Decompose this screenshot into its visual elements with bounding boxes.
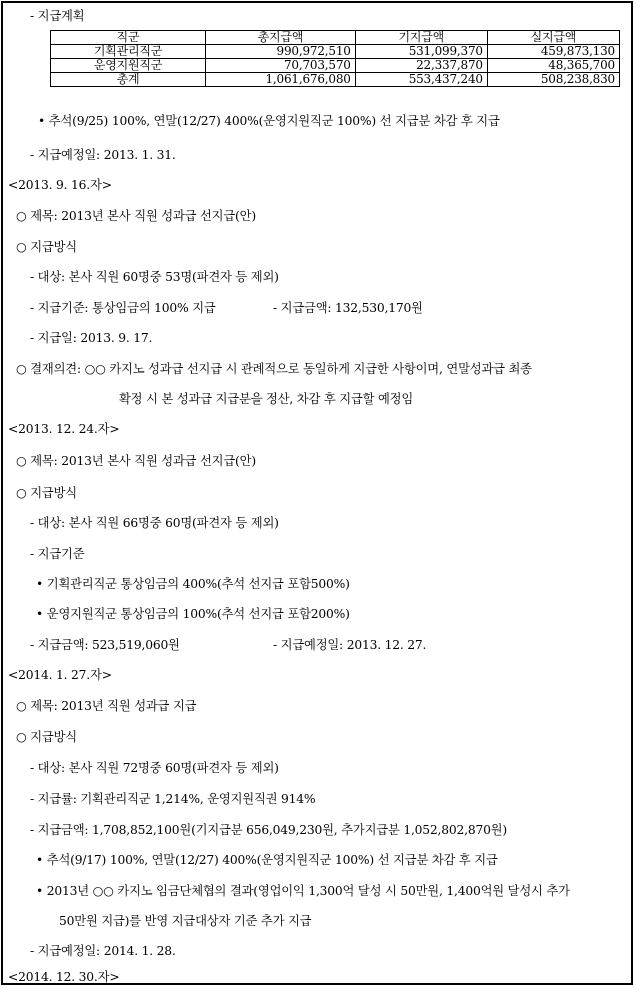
criteria-line: - 지급기준: 통상임금의 100% 지급 [30,301,216,315]
title-line: ○ 제목: 2013년 직원 성과급 지급 [16,699,197,713]
table-header-cell: 직군 [51,31,206,45]
date-heading: <2013. 12. 24.자> [8,422,120,436]
table-cell: 990,972,510 [206,45,356,59]
bullet-line: • 추석(9/25) 100%, 연말(12/27) 400%(운영지원직군 100%) 선 지급분 차감 후 지급 [38,114,500,128]
table-cell: 기획관리직군 [51,45,206,59]
bullet-line: • 2013년 ○○ 카지노 임금단체협의 결과(영업이익 1,300억 달성 시 50만원, 1,400억원 달성시 추가 [36,884,570,898]
criteria-item: • 기획관리직군 통상임금의 400%(추석 선지급 포함500%) [36,577,350,591]
table-cell: 운영지원직군 [51,59,206,73]
amount-line: - 지급금액: 1,708,852,100원(기지급분 656,049,230원, 추가지급분 1,052,802,870원) [30,823,507,837]
target-line: - 대상: 본사 직원 72명중 60명(파견자 등 제외) [30,761,279,775]
table-total-row [51,73,620,87]
payday-line: - 지급일: 2013. 9. 17. [30,331,153,345]
target-line: - 대상: 본사 직원 60명중 53명(파견자 등 제외) [30,270,279,284]
amount-line: - 지급금액: 523,519,060원 [30,638,180,652]
title-line: ○ 제목: 2013년 본사 직원 성과급 선지급(안) [16,454,256,468]
table-row [51,59,620,73]
table-cell: 48,365,700 [487,59,619,73]
payment-plan-table [50,30,620,87]
date-heading: <2013. 9. 16.자> [8,178,112,192]
table-cell: 459,873,130 [487,45,619,59]
table-cell: 553,437,240 [355,73,487,87]
document-page [1,1,633,985]
rate-line: - 지급률: 기획관리직군 1,214%, 운영지원직권 914% [30,792,316,806]
approval-opinion-continued: 확정 시 본 성과급 지급분을 정산, 차감 후 지급할 예정임 [119,392,414,406]
schedule-line: - 지급예정일: 2013. 12. 27. [273,638,427,652]
date-heading: <2014. 12. 30.자> [8,970,120,984]
table-cell: 70,703,570 [206,59,356,73]
schedule-line: - 지급예정일: 2014. 1. 28. [30,944,176,958]
bullet-line: • 추석(9/17) 100%, 연말(12/27) 400%(운영지원직군 100%) 선 지급분 차감 후 지급 [36,853,498,867]
method-heading: ○ 지급방식 [16,486,77,500]
criteria-item: • 운영지원직군 통상임금의 100%(추석 선지급 포함200%) [36,607,350,621]
table-header-cell: 총지급액 [206,31,356,45]
approval-opinion-line: ○ 결재의견: ○○ 카지노 성과급 선지급 시 관례적으로 동일하게 지급한 사항이며, 연말성과급 최종 [16,362,532,376]
method-heading: ○ 지급방식 [16,730,77,744]
bullet-line-continued: 50만원 지급)를 반영 지급대상자 기준 추가 지급 [59,914,312,928]
table-cell: 531,099,370 [355,45,487,59]
title-line: ○ 제목: 2013년 본사 직원 성과급 선지급(안) [16,209,256,223]
table-header-cell: 기지급액 [355,31,487,45]
target-line: - 대상: 본사 직원 66명중 60명(파견자 등 제외) [30,516,279,530]
table-row [51,45,620,59]
table-cell: 1,061,676,080 [206,73,356,87]
criteria-heading: - 지급기준 [30,547,85,561]
table-header-row [51,31,620,45]
plan-heading: - 지급계획 [30,9,85,23]
date-heading: <2014. 1. 27.자> [8,668,112,682]
table-cell: 22,337,870 [355,59,487,73]
table-cell: 508,238,830 [487,73,619,87]
schedule-line: - 지급예정일: 2013. 1. 31. [30,148,176,162]
amount-line: - 지급금액: 132,530,170원 [273,301,423,315]
method-heading: ○ 지급방식 [16,240,77,254]
table-cell: 총계 [51,73,206,87]
table-header-cell: 실지급액 [487,31,619,45]
